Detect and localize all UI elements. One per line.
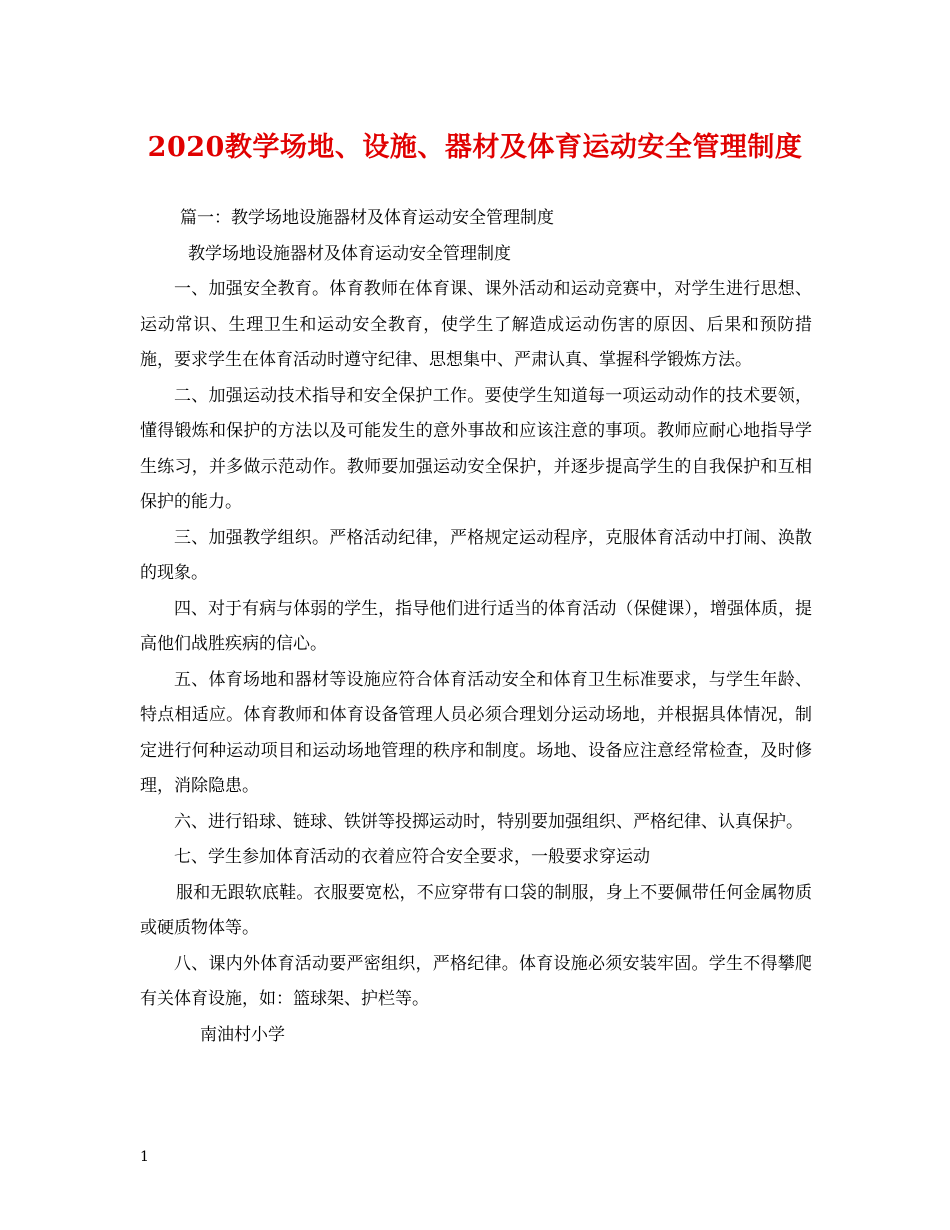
document-title: 2020教学场地、设施、器材及体育运动安全管理制度 [147, 132, 803, 163]
paragraph: 服和无跟软底鞋。衣服要宽松，不应穿带有口袋的制服，身上不要佩带任何金属物质或硬质物体等。 [140, 882, 812, 938]
paragraph: 三、加强教学组织。严格活动纪律，严格规定运动程序，克服体育活动中打闹、涣散的现象。 [140, 527, 812, 583]
document-body [140, 201, 812, 1053]
paragraph: 六、进行铅球、链球、铁饼等投掷运动时，特别要加强组织、严格纪律、认真保护。 [174, 811, 803, 832]
sub-heading: 教学场地设施器材及体育运动安全管理制度 [188, 243, 511, 264]
section-heading: 篇一：教学场地设施器材及体育运动安全管理制度 [180, 208, 554, 228]
paragraph: 五、体育场地和器材等设施应符合体育活动安全和体育卫生标准要求，与学生年龄、特点相适应。体育教师和体育设备管理人员必须合理划分运动场地，并根据具体情况，制定进行何种运动项目和运动场地管理的秩序和制度。场地、设备应注意经常检查，及时修理，消除隐患。 [140, 669, 812, 796]
page-number: 1 [140, 1149, 149, 1165]
paragraph: 四、对于有病与体弱的学生，指导他们进行适当的体育活动（保健课），增强体质，提高他们战胜疾病的信心。 [140, 598, 812, 654]
paragraph: 二、加强运动技术指导和安全保护工作。要使学生知道每一项运动动作的技术要领，懂得锻炼和保护的方法以及可能发生的意外事故和应该注意的事项。教师应耐心地指导学生练习，并多做示范动作。教师要加强运动安全保护，并逐步提高学生的自我保护和互相保护的能力。 [140, 385, 812, 512]
signature: 南油村小学 [200, 1024, 285, 1045]
paragraph: 八、课内外体育活动要严密组织，严格纪律。体育设施必须安装牢固。学生不得攀爬有关体育设施，如：篮球架、护栏等。 [140, 953, 812, 1009]
paragraph: 七、学生参加体育活动的衣着应符合安全要求，一般要求穿运动 [174, 847, 650, 867]
paragraph: 一、加强安全教育。体育教师在体育课、课外活动和运动竞赛中，对学生进行思想、运动常识、生理卫生和运动安全教育，使学生了解造成运动伤害的原因、后果和预防措施，要求学生在体育活动时遵守纪律、思想集中、严肃认真、掌握科学锻炼方法。 [140, 279, 812, 370]
